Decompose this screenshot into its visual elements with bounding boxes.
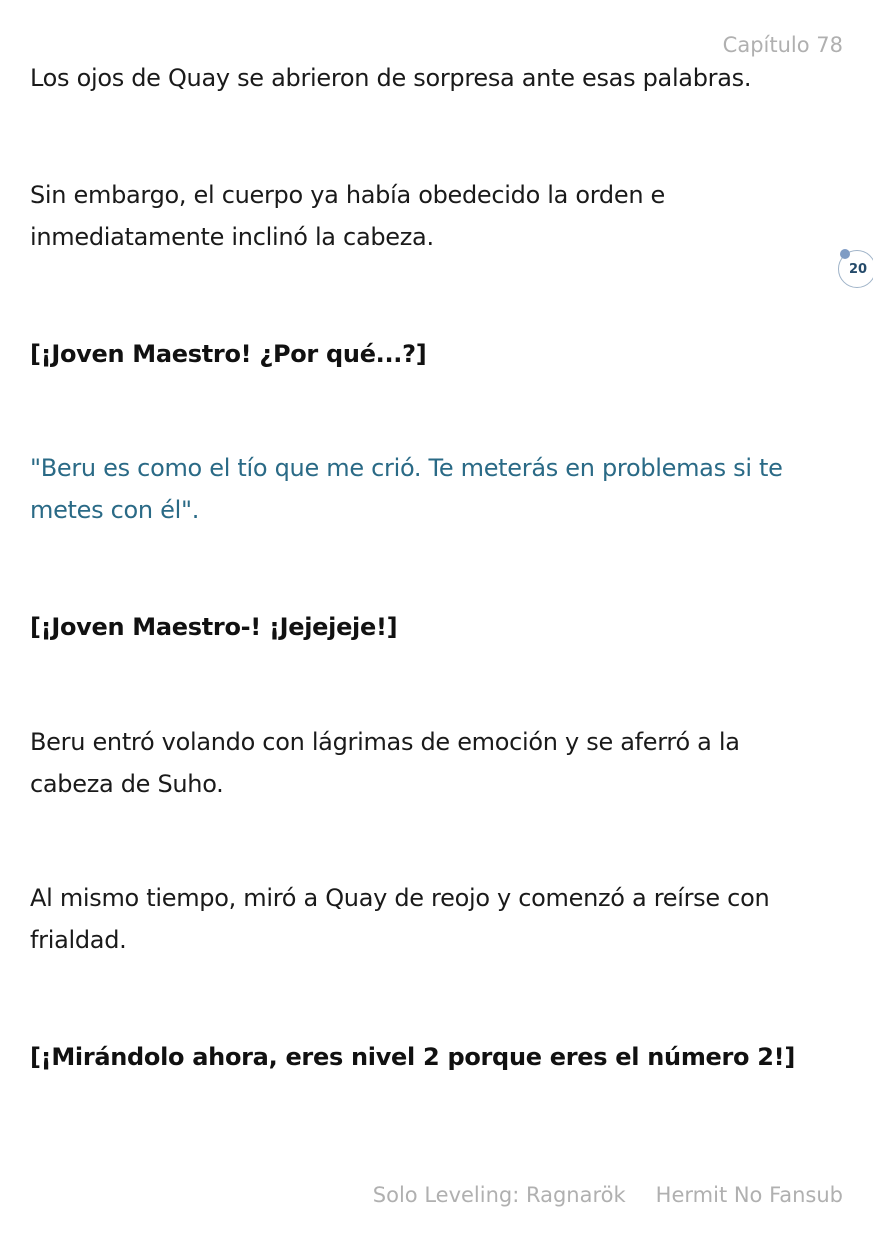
paragraph: Beru entró volando con lágrimas de emoción y se aferró a la cabeza de Suho. xyxy=(30,728,740,798)
chapter-label: Capítulo 78 xyxy=(722,33,843,57)
translator-name: Hermit No Fansub xyxy=(655,1183,843,1207)
paragraph: Los ojos de Quay se abrieron de sorpresa ante esas palabras. xyxy=(30,64,752,92)
dialogue-bold: [¡Mirándolo ahora, eres nivel 2 porque eres el número 2!] xyxy=(30,1043,795,1071)
novel-title: Solo Leveling: Ragnarök xyxy=(372,1183,626,1207)
page-number: 20 xyxy=(849,262,868,277)
badge-dot-icon xyxy=(840,249,850,259)
paragraph: Al mismo tiempo, miró a Quay de reojo y comenzó a reírse con frialdad. xyxy=(30,884,770,954)
dialogue-bold: [¡Joven Maestro-! ¡Jejejeje!] xyxy=(30,613,398,641)
footer xyxy=(373,1183,843,1207)
dialogue-quote: "Beru es como el tío que me crió. Te meterás en problemas si te metes con él". xyxy=(30,454,783,524)
dialogue-bold: [¡Joven Maestro! ¿Por qué...?] xyxy=(30,340,427,368)
paragraph: Sin embargo, el cuerpo ya había obedecido la orden e inmediatamente inclinó la cabeza. xyxy=(30,181,666,251)
